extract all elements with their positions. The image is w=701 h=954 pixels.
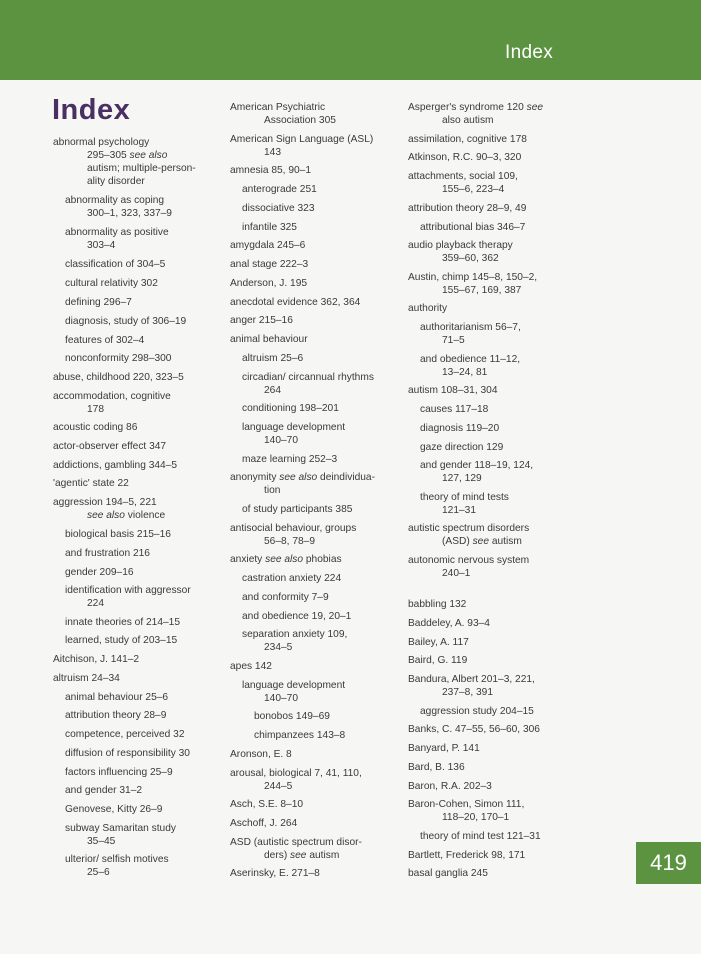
index-entry — [230, 553, 402, 566]
index-entry-line: Baron-Cohen, Simon 111, — [408, 799, 525, 810]
index-subentry — [242, 371, 402, 397]
index-entry-line: 234–5 — [264, 642, 293, 653]
index-entry-line: dissociative 323 — [242, 203, 315, 214]
index-entry-line: classification of 304–5 — [65, 259, 166, 270]
index-entry-line: and conformity 7–9 — [242, 592, 329, 603]
index-subentry — [242, 610, 402, 623]
index-subentry — [65, 747, 225, 760]
index-entry-line: learned, study of 203–15 — [65, 635, 178, 646]
index-entry-line: autism; multiple-person- — [87, 163, 196, 174]
index-entry-line: Atkinson, R.C. 90–3, 320 — [408, 152, 522, 163]
index-subentry — [420, 353, 580, 379]
index-entry-line: Baird, G. 119 — [408, 655, 468, 666]
index-entry-line: assimilation, cognitive 178 — [408, 134, 527, 145]
index-entry — [408, 673, 580, 699]
index-entry-line: and frustration 216 — [65, 548, 150, 559]
index-entry-line: actor-observer effect 347 — [53, 441, 167, 452]
index-subentry — [420, 221, 580, 234]
index-entry-line: Austin, chimp 145–8, 150–2, — [408, 272, 538, 283]
index-entry-line: 140–70 — [264, 693, 298, 704]
index-entry-line: diagnosis, study of 306–19 — [65, 316, 187, 327]
index-subentry — [65, 691, 225, 704]
index-entry-line: language development — [242, 680, 346, 691]
index-entry — [53, 496, 225, 522]
index-entry-line: also autism — [442, 115, 494, 126]
index-subentry — [242, 421, 402, 447]
index-entry-line: circadian/ circannual rhythms — [242, 372, 374, 383]
index-subentry — [65, 616, 225, 629]
index-entry-line: Banks, C. 47–55, 56–60, 306 — [408, 724, 540, 735]
index-entry-line: conditioning 198–201 — [242, 403, 339, 414]
index-entry-line: and obedience 11–12, — [420, 354, 521, 365]
index-entry — [53, 459, 225, 472]
index-subentry — [420, 441, 580, 454]
index-entry-line: Genovese, Kitty 26–9 — [65, 804, 163, 815]
index-entry — [230, 239, 402, 252]
index-entry-line: ders) see autism — [264, 850, 340, 861]
index-entry-line: arousal, biological 7, 41, 110, — [230, 768, 362, 779]
index-entry-line: diagnosis 119–20 — [420, 423, 500, 434]
index-entry-line: identification with aggressor — [65, 585, 191, 596]
index-subentry — [65, 784, 225, 797]
index-entry — [408, 849, 580, 862]
index-subentry — [65, 352, 225, 365]
index-subentry — [65, 547, 225, 560]
index-entry-line: bonobos 149–69 — [254, 711, 330, 722]
index-entry — [408, 522, 580, 548]
index-entry-line: competence, perceived 32 — [65, 729, 185, 740]
index-entry-line: altruism 24–34 — [53, 673, 120, 684]
index-subentry — [65, 584, 225, 610]
index-entry-line: attachments, social 109, — [408, 171, 518, 182]
index-subentry — [420, 705, 580, 718]
index-entry — [230, 817, 402, 830]
index-subentry — [420, 422, 580, 435]
index-entry-line: of study participants 385 — [242, 504, 353, 515]
index-entry — [408, 617, 580, 630]
index-entry-line: 'agentic' state 22 — [53, 478, 129, 489]
index-entry-line: 264 — [264, 385, 281, 396]
index-entry — [408, 101, 580, 127]
index-subentry — [420, 403, 580, 416]
index-entry-line: 143 — [264, 147, 281, 158]
index-entry-line: and obedience 19, 20–1 — [242, 611, 352, 622]
index-entry — [230, 258, 402, 271]
index-subentry — [242, 572, 402, 585]
index-entry-line: amnesia 85, 90–1 — [230, 165, 311, 176]
index-entry-line: apes 142 — [230, 661, 272, 672]
index-entry-line: Asch, S.E. 8–10 — [230, 799, 304, 810]
index-entry-line: amygdala 245–6 — [230, 240, 306, 251]
index-entry-line: American Sign Language (ASL) — [230, 134, 374, 145]
index-entry-line: animal behaviour 25–6 — [65, 692, 169, 703]
index-subentry — [65, 315, 225, 328]
index-entry-line: Anderson, J. 195 — [230, 278, 308, 289]
index-entry-line: abnormality as positive — [65, 227, 169, 238]
index-entry-line: 140–70 — [264, 435, 298, 446]
index-entry — [230, 277, 402, 290]
index-entry-line: causes 117–18 — [420, 404, 489, 415]
index-entry — [230, 748, 402, 761]
section-title: Index — [505, 42, 553, 63]
index-entry-line: attribution theory 28–9 — [65, 710, 167, 721]
index-entry — [230, 471, 402, 497]
index-entry-line: 244–5 — [264, 781, 293, 792]
index-entry-line: American Psychiatric — [230, 102, 326, 113]
index-subentry — [242, 453, 402, 466]
index-entry-line: and gender 118–19, 124, — [420, 460, 534, 471]
index-entry — [53, 440, 225, 453]
index-entry-line: antisocial behaviour, groups — [230, 523, 357, 534]
index-entry-line: Association 305 — [264, 115, 336, 126]
index-subentry — [65, 853, 225, 879]
index-entry-line: Aronson, E. 8 — [230, 749, 292, 760]
index-entry — [53, 672, 225, 685]
index-entry-line: 237–8, 391 — [442, 687, 493, 698]
page-title: Index — [52, 94, 131, 126]
index-entry — [408, 202, 580, 215]
index-entry-line: Banyard, P. 141 — [408, 743, 480, 754]
index-entry-line: theory of mind tests — [420, 492, 509, 503]
index-subentry — [65, 194, 225, 220]
index-entry-line: anal stage 222–3 — [230, 259, 309, 270]
index-subentry — [242, 183, 402, 196]
index-entry — [230, 296, 402, 309]
index-entry-line: abnormal psychology — [53, 137, 150, 148]
index-subentry — [65, 822, 225, 848]
index-entry-line: audio playback therapy — [408, 240, 513, 251]
index-entry-line: abuse, childhood 220, 323–5 — [53, 372, 184, 383]
index-entry-line: infantile 325 — [242, 222, 297, 233]
index-entry-line: 303–4 — [87, 240, 116, 251]
header-band — [0, 0, 701, 80]
index-entry-line: ASD (autistic spectrum disor- — [230, 837, 362, 848]
index-entry-line: Aschoff, J. 264 — [230, 818, 298, 829]
index-entry-line: addictions, gambling 344–5 — [53, 460, 178, 471]
index-entry-line: animal behaviour — [230, 334, 308, 345]
index-entry — [408, 798, 580, 824]
index-entry-line: 13–24, 81 — [442, 367, 488, 378]
index-subentry — [242, 591, 402, 604]
index-entry-line: 35–45 — [87, 836, 116, 847]
index-entry-line: authoritarianism 56–7, — [420, 322, 521, 333]
index-subentry — [65, 528, 225, 541]
index-subentry — [254, 710, 414, 723]
index-subentry — [420, 830, 580, 843]
index-subentry — [65, 766, 225, 779]
index-entry-line: 155–67, 169, 387 — [442, 285, 522, 296]
index-entry-line: gaze direction 129 — [420, 442, 504, 453]
index-entry — [408, 384, 580, 397]
index-entry-line: 224 — [87, 598, 104, 609]
index-entry-line: anxiety see also phobias — [230, 554, 342, 565]
index-subentry — [242, 628, 402, 654]
index-entry-line: abnormality as coping — [65, 195, 165, 206]
index-entry-line: aggression study 204–15 — [420, 706, 534, 717]
index-entry-line: features of 302–4 — [65, 335, 145, 346]
index-entry-line: cultural relativity 302 — [65, 278, 158, 289]
index-entry — [230, 164, 402, 177]
index-entry-line: factors influencing 25–9 — [65, 767, 173, 778]
index-entry-line: nonconformity 298–300 — [65, 353, 172, 364]
index-entry — [230, 836, 402, 862]
index-entry-line: theory of mind test 121–31 — [420, 831, 541, 842]
index-entry-line: 359–60, 362 — [442, 253, 499, 264]
index-entry — [408, 554, 580, 580]
index-subentry — [65, 277, 225, 290]
index-entry-line: language development — [242, 422, 346, 433]
index-entry — [408, 151, 580, 164]
index-entry-line: Bandura, Albert 201–3, 221, — [408, 674, 535, 685]
index-entry-line: biological basis 215–16 — [65, 529, 171, 540]
index-subentry — [242, 221, 402, 234]
index-entry — [408, 271, 580, 297]
index-entry — [408, 654, 580, 667]
index-entry — [53, 653, 225, 666]
index-entry — [408, 133, 580, 146]
index-entry — [408, 780, 580, 793]
index-entry-line: anecdotal evidence 362, 364 — [230, 297, 361, 308]
index-entry-line: 71–5 — [442, 335, 465, 346]
index-entry-line: Asperger's syndrome 120 see — [408, 102, 544, 113]
index-entry-line: see also violence — [87, 510, 166, 521]
index-entry-line: 127, 129 — [442, 473, 482, 484]
index-entry — [230, 133, 402, 159]
index-entry-line: altruism 25–6 — [242, 353, 304, 364]
index-entry-line: subway Samaritan study — [65, 823, 176, 834]
index-entry — [408, 867, 580, 880]
index-entry-line: anonymity see also deindividua- — [230, 472, 375, 483]
index-subentry — [242, 352, 402, 365]
index-entry — [408, 761, 580, 774]
index-entry-line: ality disorder — [87, 176, 145, 187]
index-entry — [53, 390, 225, 416]
index-entry — [408, 302, 580, 315]
index-entry-line: Bard, B. 136 — [408, 762, 465, 773]
index-entry-line: anterograde 251 — [242, 184, 317, 195]
index-entry-line: 56–8, 78–9 — [264, 536, 315, 547]
index-entry-line: aggression 194–5, 221 — [53, 497, 157, 508]
index-entry — [230, 767, 402, 793]
index-entry — [408, 723, 580, 736]
index-entry-line: 295–305 see also — [87, 150, 168, 161]
index-entry-line: tion — [264, 485, 281, 496]
index-entry-line: 155–6, 223–4 — [442, 184, 505, 195]
index-entry-line: autonomic nervous system — [408, 555, 530, 566]
index-entry-line: babbling 132 — [408, 599, 467, 610]
index-entry — [230, 333, 402, 346]
index-subentry — [254, 729, 414, 742]
index-subentry — [420, 491, 580, 517]
index-entry — [408, 598, 580, 611]
index-entry-line: 25–6 — [87, 867, 110, 878]
index-entry — [230, 314, 402, 327]
index-entry-line: Baddeley, A. 93–4 — [408, 618, 490, 629]
index-entry-line: autism 108–31, 304 — [408, 385, 498, 396]
index-entry-line: defining 296–7 — [65, 297, 132, 308]
index-entry-line: anger 215–16 — [230, 315, 293, 326]
index-subentry — [65, 709, 225, 722]
index-subentry — [65, 566, 225, 579]
index-entry — [230, 798, 402, 811]
index-entry-line: Bailey, A. 117 — [408, 637, 469, 648]
index-subentry — [242, 202, 402, 215]
index-entry-line: innate theories of 214–15 — [65, 617, 180, 628]
index-entry-line: ulterior/ selfish motives — [65, 854, 169, 865]
index-entry — [53, 421, 225, 434]
index-subentry — [65, 334, 225, 347]
index-entry — [53, 477, 225, 490]
index-subentry — [242, 402, 402, 415]
index-entry-line: acoustic coding 86 — [53, 422, 138, 433]
index-entry-line: gender 209–16 — [65, 567, 134, 578]
index-entry-line: attributional bias 346–7 — [420, 222, 526, 233]
index-entry — [408, 170, 580, 196]
index-entry-line: Aserinsky, E. 271–8 — [230, 868, 320, 879]
index-entry — [230, 522, 402, 548]
index-entry-line: authority — [408, 303, 448, 314]
index-entry — [230, 867, 402, 880]
index-entry — [53, 371, 225, 384]
index-entry-line: 121–31 — [442, 505, 476, 516]
index-entry — [408, 636, 580, 649]
index-entry-line: 178 — [87, 404, 104, 415]
index-entry-line: chimpanzees 143–8 — [254, 730, 346, 741]
index-entry-line: Aitchison, J. 141–2 — [53, 654, 140, 665]
index-subentry — [65, 803, 225, 816]
index-entry-line: separation anxiety 109, — [242, 629, 348, 640]
index-entry-line: Bartlett, Frederick 98, 171 — [408, 850, 526, 861]
index-entry-line: diffusion of responsibility 30 — [65, 748, 190, 759]
index-subentry — [420, 459, 580, 485]
index-entry — [408, 239, 580, 265]
index-entry-line: maze learning 252–3 — [242, 454, 338, 465]
index-entry-line: 240–1 — [442, 568, 471, 579]
index-entry-line: attribution theory 28–9, 49 — [408, 203, 527, 214]
index-entry — [230, 101, 402, 127]
index-entry — [53, 136, 225, 188]
index-subentry — [65, 634, 225, 647]
index-entry-line: 300–1, 323, 337–9 — [87, 208, 172, 219]
index-entry-line: Baron, R.A. 202–3 — [408, 781, 492, 792]
index-entry-line: castration anxiety 224 — [242, 573, 342, 584]
index-subentry — [65, 296, 225, 309]
index-entry-line: 118–20, 170–1 — [442, 812, 510, 823]
index-subentry — [65, 258, 225, 271]
index-entry-line: accommodation, cognitive — [53, 391, 171, 402]
index-entry — [408, 742, 580, 755]
index-subentry — [420, 321, 580, 347]
index-subentry — [242, 679, 402, 705]
index-subentry — [65, 728, 225, 741]
index-entry-line: autistic spectrum disorders — [408, 523, 530, 534]
page-number-badge: 419 — [636, 842, 701, 884]
index-entry-line: basal ganglia 245 — [408, 868, 488, 879]
index-subentry — [65, 226, 225, 252]
index-entry — [230, 660, 402, 673]
index-entry-line: and gender 31–2 — [65, 785, 143, 796]
index-subentry — [242, 503, 402, 516]
index-entry-line: (ASD) see autism — [442, 536, 522, 547]
